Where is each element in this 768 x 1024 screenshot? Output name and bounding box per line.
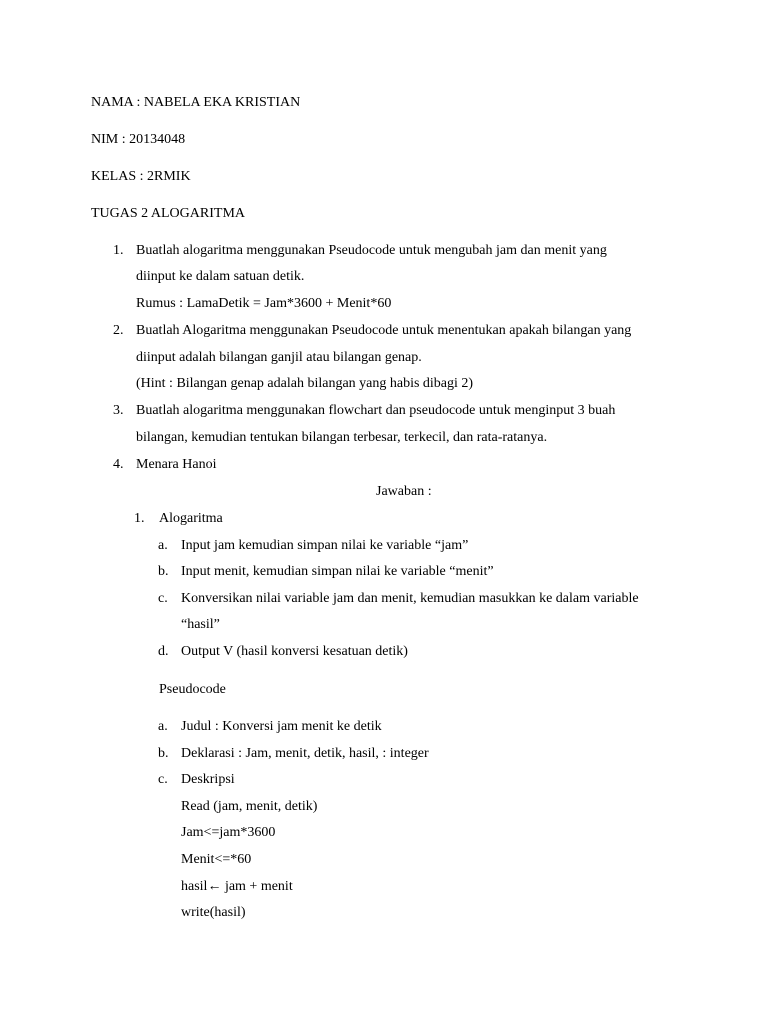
pseudocode-text: Judul : Konversi jam menit ke detik bbox=[181, 719, 382, 734]
student-class: KELAS : 2RMIK bbox=[91, 169, 191, 184]
step-text: Input jam kemudian simpan nilai ke variable “jam” bbox=[181, 538, 469, 553]
code-line: Menit<=*60 bbox=[181, 852, 252, 867]
step-text: Output V (hasil konversi kesatuan detik) bbox=[181, 644, 408, 659]
answer-heading: Jawaban : bbox=[376, 484, 432, 499]
pseudocode-letter: c. bbox=[158, 772, 168, 787]
pseudocode-text: Deklarasi : Jam, menit, detik, hasil, : integer bbox=[181, 746, 429, 761]
step-letter: b. bbox=[158, 564, 169, 579]
question-text: bilangan, kemudian tentukan bilangan terbesar, terkecil, dan rata-ratanya. bbox=[136, 430, 548, 445]
pseudocode-label: Pseudocode bbox=[159, 682, 226, 697]
question-text: Menara Hanoi bbox=[136, 457, 217, 472]
student-name: NAMA : NABELA EKA KRISTIAN bbox=[91, 95, 301, 110]
code-line: Read (jam, menit, detik) bbox=[181, 799, 318, 814]
question-number: 1. bbox=[113, 243, 124, 258]
code-line: write(hasil) bbox=[181, 905, 246, 920]
pseudocode-text: Deskripsi bbox=[181, 772, 235, 787]
step-text: Input menit, kemudian simpan nilai ke variable “menit” bbox=[181, 564, 494, 579]
assignment-title: TUGAS 2 ALOGARITMA bbox=[91, 206, 245, 221]
question-text: (Hint : Bilangan genap adalah bilangan yang habis dibagi 2) bbox=[136, 376, 474, 391]
question-text: Buatlah alogaritma menggunakan Pseudocode untuk mengubah jam dan menit yang bbox=[136, 243, 607, 258]
step-text: “hasil” bbox=[181, 617, 220, 632]
code-line: Jam<=jam*3600 bbox=[181, 825, 276, 840]
pseudocode-letter: a. bbox=[158, 719, 168, 734]
question-number: 4. bbox=[113, 457, 124, 472]
question-text: Buatlah alogaritma menggunakan flowchart dan pseudocode untuk menginput 3 buah bbox=[136, 403, 616, 418]
question-text: Rumus : LamaDetik = Jam*3600 + Menit*60 bbox=[136, 296, 392, 311]
student-nim: NIM : 20134048 bbox=[91, 132, 186, 147]
step-letter: d. bbox=[158, 644, 169, 659]
answer-title: Alogaritma bbox=[159, 511, 223, 526]
pseudocode-letter: b. bbox=[158, 746, 169, 761]
question-text: diinput adalah bilangan ganjil atau bilangan genap. bbox=[136, 350, 422, 365]
code-line: hasil← jam + menit bbox=[181, 879, 293, 894]
question-number: 2. bbox=[113, 323, 124, 338]
question-text: Buatlah Alogaritma menggunakan Pseudocode untuk menentukan apakah bilangan yang bbox=[136, 323, 632, 338]
step-letter: c. bbox=[158, 591, 168, 606]
step-text: Konversikan nilai variable jam dan menit, kemudian masukkan ke dalam variable bbox=[181, 591, 639, 606]
question-text: diinput ke dalam satuan detik. bbox=[136, 269, 305, 284]
step-letter: a. bbox=[158, 538, 168, 553]
question-number: 3. bbox=[113, 403, 124, 418]
answer-number: 1. bbox=[134, 511, 145, 526]
